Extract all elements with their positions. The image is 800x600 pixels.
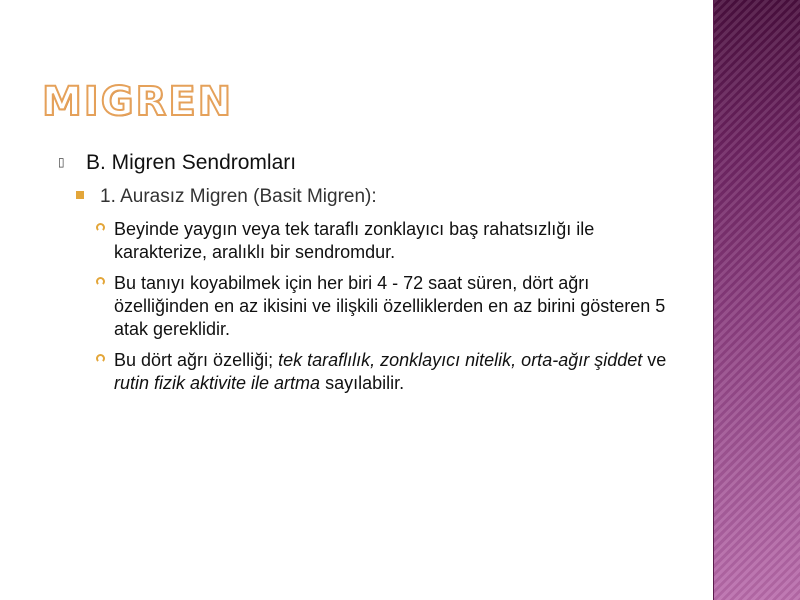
bullet-level3-2-text: Bu tanıyı koyabilmek için her biri 4 - 72 saat süren, dört ağrı özelliğinden en az ikisini ve ilişkili özelliklerden en az birini gösteren 5 atak gereklidir. <box>114 273 666 339</box>
circle-bullet-icon <box>96 223 105 232</box>
circle-bullet-icon <box>96 354 105 363</box>
bullet-level3-3-text <box>114 349 674 395</box>
slide-title: MIGREN <box>42 79 234 125</box>
bullet-level3-1-text: Beyinde yaygın veya tek taraflı zonklayıcı baş rahatsızlığı ile karakterize, aralıklı bir sendromdur. <box>114 219 595 262</box>
italic-text-part: rutin fizik aktivite ile artma <box>114 373 321 393</box>
box-bullet-icon: ▯ <box>58 155 65 169</box>
text-part: Bu dört ağrı özelliği; <box>114 350 279 370</box>
bullet-level2-text: 1. Aurasız Migren (Basit Migren): <box>100 186 377 207</box>
text-part: sayılabilir. <box>320 373 405 393</box>
text-part: ve <box>642 350 667 370</box>
decorative-side-band <box>713 0 800 600</box>
italic-text-part: tek taraflılık, zonklayıcı nitelik, orta-ağır şiddet <box>278 350 643 370</box>
circle-bullet-icon <box>96 277 105 286</box>
square-bullet-icon <box>76 191 84 199</box>
bullet-level1-text: B. Migren Sendromları <box>86 151 297 174</box>
